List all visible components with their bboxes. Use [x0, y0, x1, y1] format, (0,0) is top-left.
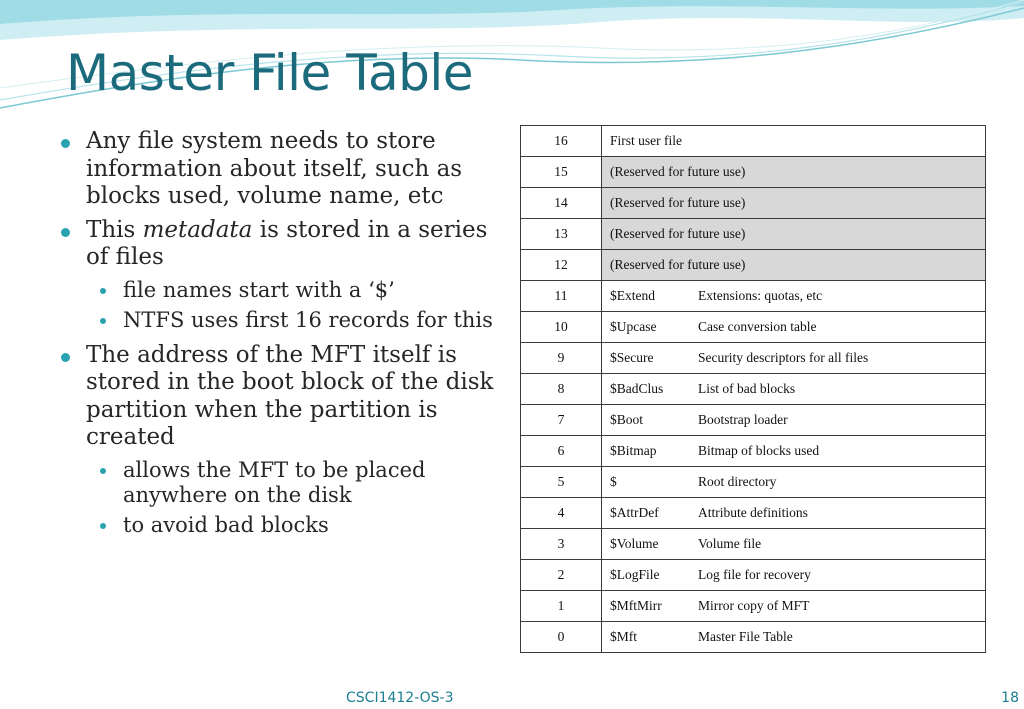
record-info [602, 560, 986, 591]
bullet-text: is stored in a series of files [86, 216, 488, 270]
record-filename: $Secure [610, 350, 654, 365]
record-number: 7 [521, 405, 602, 436]
record-filename: $Boot [610, 412, 644, 427]
sub-bullet-text: NTFS uses first 16 records for this [123, 307, 493, 332]
mft-row [521, 250, 986, 281]
bullet-item [56, 128, 506, 211]
mft-row [521, 219, 986, 250]
record-description: Mirror copy of MFT [698, 598, 810, 613]
record-number: 4 [521, 498, 602, 529]
record-description: Bootstrap loader [698, 412, 788, 427]
mft-table [520, 125, 986, 653]
sub-bullet-dot-icon [100, 468, 106, 474]
bullet-dot-icon [61, 228, 70, 237]
mft-row [521, 188, 986, 219]
record-description: Bitmap of blocks used [698, 443, 820, 458]
record-info [602, 250, 986, 281]
record-number: 3 [521, 529, 602, 560]
mft-row [521, 157, 986, 188]
record-number: 9 [521, 343, 602, 374]
record-filename: $Upcase [610, 319, 657, 334]
record-description: Extensions: quotas, etc [698, 288, 823, 303]
record-description: Attribute definitions [698, 505, 808, 520]
record-number: 10 [521, 312, 602, 343]
sub-bullet-text: file names start with a ‘$’ [123, 277, 395, 302]
record-info [602, 157, 986, 188]
page-number: 18 [1001, 690, 1019, 706]
sub-bullet-item [99, 513, 506, 538]
bullet-text: This [86, 216, 143, 243]
record-filename: $AttrDef [610, 505, 659, 520]
record-number: 8 [521, 374, 602, 405]
bullet-emphasis: metadata [142, 216, 253, 243]
record-filename: $Extend [610, 288, 655, 303]
record-number: 5 [521, 467, 602, 498]
record-number: 6 [521, 436, 602, 467]
record-text: (Reserved for future use) [610, 164, 746, 179]
mft-row [521, 529, 986, 560]
record-info [602, 591, 986, 622]
mft-row [521, 343, 986, 374]
mft-row [521, 591, 986, 622]
record-info [602, 436, 986, 467]
mft-row [521, 405, 986, 436]
record-info [602, 281, 986, 312]
record-description: Master File Table [698, 629, 793, 644]
bullet-item [56, 342, 506, 452]
bullet-item [56, 217, 506, 272]
record-description: Root directory [698, 474, 777, 489]
slide-title: Master File Table [66, 44, 474, 102]
record-text: (Reserved for future use) [610, 257, 746, 272]
sub-bullet-dot-icon [100, 523, 106, 529]
sub-bullet-item [99, 308, 506, 333]
mft-row [521, 467, 986, 498]
record-filename: $Mft [610, 629, 637, 644]
record-description: Case conversion table [698, 319, 817, 334]
record-number: 12 [521, 250, 602, 281]
record-description: Security descriptors for all files [698, 350, 869, 365]
record-text: (Reserved for future use) [610, 195, 746, 210]
record-number: 2 [521, 560, 602, 591]
record-info [602, 126, 986, 157]
record-info [602, 312, 986, 343]
slide-footer: CSCI1412-OS-3 [346, 690, 454, 706]
record-info [602, 622, 986, 653]
record-description: Log file for recovery [698, 567, 811, 582]
mft-row [521, 436, 986, 467]
sub-bullet-item [99, 278, 506, 303]
sub-bullet-dot-icon [100, 288, 106, 294]
mft-row [521, 560, 986, 591]
record-number: 0 [521, 622, 602, 653]
record-info [602, 405, 986, 436]
bullet-dot-icon [61, 139, 70, 148]
record-number: 11 [521, 281, 602, 312]
mft-row [521, 374, 986, 405]
record-number: 16 [521, 126, 602, 157]
record-number: 15 [521, 157, 602, 188]
record-info [602, 219, 986, 250]
record-description: Volume file [698, 536, 762, 551]
mft-row [521, 281, 986, 312]
sub-bullet-item [99, 458, 506, 508]
mft-row [521, 622, 986, 653]
record-info [602, 343, 986, 374]
record-number: 1 [521, 591, 602, 622]
record-number: 13 [521, 219, 602, 250]
bullet-text: The address of the MFT itself is stored in the boot block of the disk partition when the partition is created [86, 341, 494, 450]
record-info [602, 467, 986, 498]
mft-row [521, 498, 986, 529]
bullet-text: Any file system needs to store information about itself, such as blocks used, volume name, etc [86, 128, 463, 209]
record-info [602, 529, 986, 560]
record-description: List of bad blocks [698, 381, 796, 396]
sub-bullet-text: to avoid bad blocks [123, 512, 329, 537]
sub-bullet-dot-icon [100, 318, 106, 324]
record-filename: $ [610, 474, 617, 489]
bullet-dot-icon [61, 353, 70, 362]
sub-bullet-text: allows the MFT to be placed anywhere on the disk [123, 457, 426, 507]
record-filename: $Bitmap [610, 443, 657, 458]
record-info [602, 374, 986, 405]
record-filename: $Volume [610, 536, 659, 551]
mft-row [521, 312, 986, 343]
record-info [602, 188, 986, 219]
record-text: (Reserved for future use) [610, 226, 746, 241]
record-text: First user file [610, 133, 682, 148]
record-filename: $LogFile [610, 567, 660, 582]
record-info [602, 498, 986, 529]
bullet-list [56, 128, 506, 543]
mft-row [521, 126, 986, 157]
record-number: 14 [521, 188, 602, 219]
record-filename: $BadClus [610, 381, 664, 396]
record-filename: $MftMirr [610, 598, 662, 613]
